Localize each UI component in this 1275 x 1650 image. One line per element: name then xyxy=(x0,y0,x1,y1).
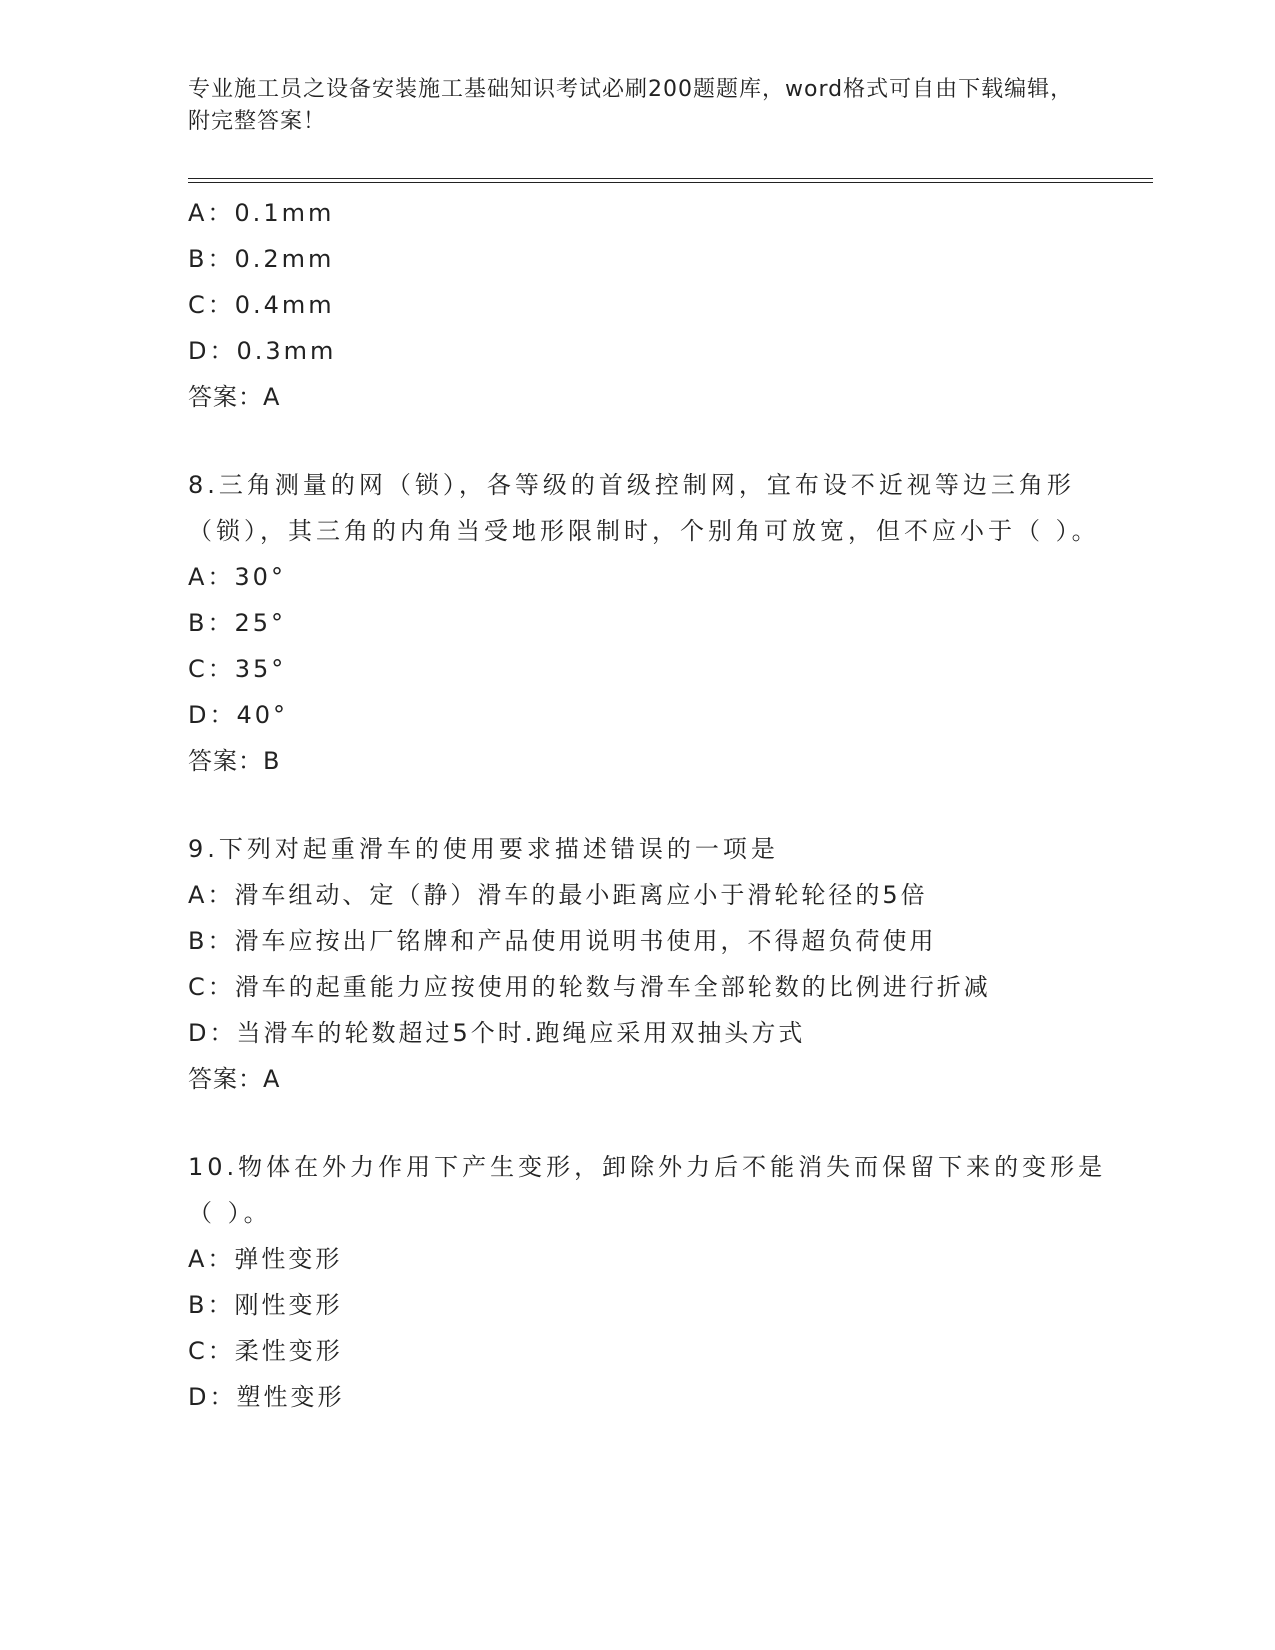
option-b: B：刚性变形 xyxy=(188,1291,343,1319)
option-d: D：40° xyxy=(188,701,289,729)
question-7 xyxy=(188,190,1108,420)
answer: 答案：A xyxy=(188,1065,281,1093)
option-a: A：0.1mm xyxy=(188,199,335,227)
option-d: D：塑性变形 xyxy=(188,1383,345,1411)
option-c: C：35° xyxy=(188,655,287,683)
answer: 答案：B xyxy=(188,747,281,775)
option-d: D：0.3mm xyxy=(188,337,337,365)
option-d: D：当滑车的轮数超过5个时.跑绳应采用双抽头方式 xyxy=(188,1019,806,1047)
question-10 xyxy=(188,1144,1108,1420)
option-c: C：滑车的起重能力应按使用的轮数与滑车全部轮数的比例进行折减 xyxy=(188,973,991,1001)
option-a: A：弹性变形 xyxy=(188,1245,343,1273)
question-stem: 8.三角测量的网（锁），各等级的首级控制网，宜布设不近视等边三角形（锁），其三角的内角当受地形限制时，个别角可放宽，但不应小于（ ）。 xyxy=(188,471,1100,545)
document-header: 专业施工员之设备安装施工基础知识考试必刷200题题库，word格式可自由下载编辑，附完整答案！ xyxy=(188,77,1074,134)
option-a: A：滑车组动、定（静）滑车的最小距离应小于滑轮轮径的5倍 xyxy=(188,881,928,909)
option-c: C：0.4mm xyxy=(188,291,335,319)
question-8 xyxy=(188,462,1108,784)
option-a: A：30° xyxy=(188,563,286,591)
question-stem: 10.物体在外力作用下产生变形，卸除外力后不能消失而保留下来的变形是（ ）。 xyxy=(188,1153,1107,1227)
question-list xyxy=(188,190,1108,1420)
option-b: B：25° xyxy=(188,609,287,637)
answer: 答案：A xyxy=(188,383,281,411)
header-rule-top xyxy=(188,178,1153,179)
option-c: C：柔性变形 xyxy=(188,1337,343,1365)
option-b: B：0.2mm xyxy=(188,245,335,273)
question-9 xyxy=(188,826,1108,1102)
option-b: B：滑车应按出厂铭牌和产品使用说明书使用，不得超负荷使用 xyxy=(188,927,937,955)
question-stem: 9.下列对起重滑车的使用要求描述错误的一项是 xyxy=(188,835,779,863)
header-rule-bottom xyxy=(188,182,1153,183)
